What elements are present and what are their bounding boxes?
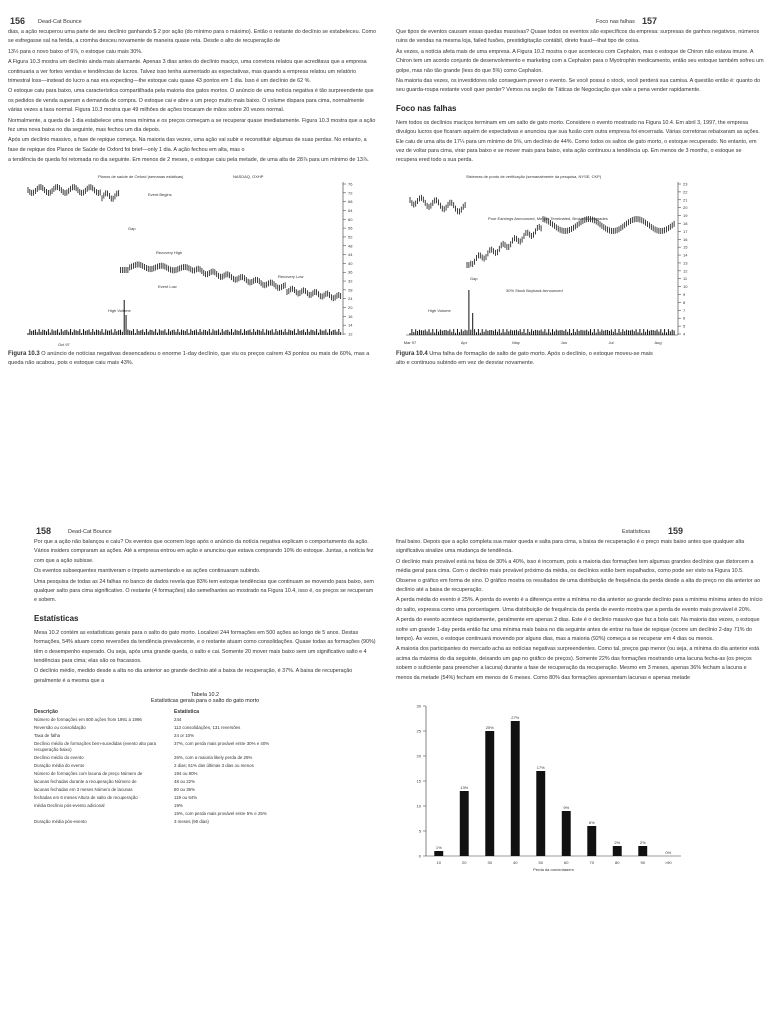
annotation-label: 30% Stock Buyback Announced xyxy=(506,287,563,293)
bar xyxy=(536,771,545,856)
table-cell: média Declínio pós-evento adicional xyxy=(34,803,105,809)
x-tick-label: 30 xyxy=(487,860,492,866)
running-title: Dead-Cat Bounce xyxy=(38,19,82,25)
x-tick-label: Jun xyxy=(560,339,568,345)
body-text-2 xyxy=(396,119,764,166)
y-tick-label: 20 xyxy=(348,304,353,310)
table-row xyxy=(34,754,376,762)
table-cell: lacunas fechadas em 3 meses Número de lacunas xyxy=(34,787,133,793)
ckp-chart xyxy=(396,170,696,350)
paragraph: final baixo. Depois que a ação completa sua maior queda e salta para cima, a baixa de recuperação é o preço mais baixo antes que qualquer alta significativa sinalize uma mudança de tendência. xyxy=(396,539,745,555)
y-tick-label: 36 xyxy=(348,269,353,275)
y-tick-label: 19 xyxy=(683,212,688,218)
table-cell: Declínio médio de formações bem-sucedidas (evento alto para recuperação baixo) xyxy=(34,741,157,753)
paragraph: A Figura 10.3 mostra um declínio ainda mais alarmante. Apenas 3 dias antes do declínio maciço, uma corretora relatou que acreditava que a empresa continuaria a ver fortes vendas e tendências de lucros. Talvez isso tenha aumentado as expectativas, mas quando a empresa relatou um relatório trimestral loss—instead do lucro a nas era expecting—the estoque caiu quase 43 pontos em 1 dia. Isso é um declínio de 62 %. xyxy=(8,59,367,85)
y-tick-label: 12 xyxy=(348,331,353,337)
page-header xyxy=(396,6,764,28)
page-header xyxy=(8,516,376,538)
x-tick-label: Aug xyxy=(654,339,662,345)
y-tick-label: 20 xyxy=(416,753,421,759)
x-tick-label: 60 xyxy=(564,860,569,866)
y-tick-label: 13 xyxy=(683,260,688,266)
y-tick-label: 12 xyxy=(683,268,688,274)
caption-label: Figura 10.4 xyxy=(396,350,428,357)
column-header: Descrição xyxy=(34,709,58,716)
data-label: 17% xyxy=(536,765,545,771)
y-tick-label: 6 xyxy=(683,315,686,321)
annotation-label: Gap xyxy=(470,275,478,281)
x-tick-label: 50 xyxy=(538,860,543,866)
paragraph: Os eventos subsequentes mantiveram o ímpeto aumentando e as ações continuaram subindo. xyxy=(34,568,261,575)
paragraph: Uma pesquisa de todas as 24 falhas no banco de dados revela que 83% tem estoque tendências que continuam se movendo para baixo, sem qualquer salto para cima significativo. O restante (4 formações) são semelhantes ao mostrado na Figura 10.4, isso é, os preços se recuperam e sobem. xyxy=(34,578,374,604)
figure-caption xyxy=(396,350,656,368)
x-tick-label: 70 xyxy=(589,860,594,866)
paragraph: O declínio médio, medido desde a alta no dia anterior ao grande declínio até a baixa de recuperação, é 37%. A baixa de recuperação geralmente é a mesma que a xyxy=(34,668,353,684)
bar xyxy=(638,846,647,856)
table-cell: Número de formações em 500 ações from 1991 a 1996 xyxy=(34,717,142,723)
table-header-row xyxy=(34,708,376,716)
data-label: 9% xyxy=(563,805,570,811)
table-cell: Taxa de falha xyxy=(34,733,61,739)
table-title: Tabela 10.2 xyxy=(191,692,219,699)
y-tick-label: 8 xyxy=(683,299,686,305)
paragraph: Após um declínio massivo, a fase de repique começa. Na maioria das vezes, uma ação vai subir e reconstituir algumas de suas perdas. No entanto, a fase de repique dos Planos de Saúde de Oxford foi brief—only 1 dia. A ação fechou em alta, mas o xyxy=(8,137,367,153)
table-cell: 119 ou 54% xyxy=(174,795,198,801)
body-text xyxy=(396,28,764,96)
table-cell: Duração média do evento xyxy=(34,763,85,769)
y-tick-label: 15 xyxy=(416,778,421,784)
table-row xyxy=(34,724,376,732)
y-tick-label: 76 xyxy=(348,181,353,187)
table-cell: Declínio médio do evento xyxy=(34,755,84,761)
annotation-label: Gap xyxy=(128,225,136,231)
page-header xyxy=(8,6,376,28)
table-cell: 3 meses (90 dias) xyxy=(174,819,209,825)
stats-table xyxy=(34,708,376,826)
paragraph: O estoque caiu para baixo, uma característica compartilhada pela maioria dos gatos mortos. O anúncio de uma notícia negativa é tão surpreendente que os pedidos de venda superam a demanda de compra. O estoque cai e abre a um preço muito mais baixo. O volume dispara para cima, normalmente várias vezes a taxa normal. Figura 10.3 mostra que 49 milhões de ações trocaram de mãos sobre 20 vezes normal. xyxy=(8,88,374,114)
data-label: 2% xyxy=(614,840,621,846)
paragraph: A maioria dos participantes do mercado acha as notícias negativas surpreendentes. Como tal, preços gap menor (ou seja, a mínima do dia anterior está acima da máxima do dia seguinte, deixando um gap no gráfico de preços). Somente 22% das formações mostrando uma lacuna fecha-as (os preços sobem o suficiente para preencher a lacuna) durante a fase de recuperação da recuperação. Mesmo em 3 meses, apenas 36% fecham a lacuna e menos da metade (54%) fecham em menos de 6 meses. Como 80% das formações apresentam lacunas e apenas metade xyxy=(396,646,760,681)
y-tick-label: 56 xyxy=(348,225,353,231)
paragraph: dias, a ação recuperou uma parte de seu declínio ganhando $ 2 por ação (do mínimo para o máximo). Então o restante do declínio se estabeleceu. Como se esfregasse sal na ferida, a cromha desceu novamente de maneira quase reta. Desde o alto de recuperação de xyxy=(8,29,376,45)
section-heading: Foco nas falhas xyxy=(396,103,457,113)
table-cell: lacunas fechadas durante a recuperação Número de xyxy=(34,779,137,785)
annotation-label: Recovery Low xyxy=(278,273,304,279)
x-tick-label: Mar 97 xyxy=(403,339,417,345)
frequency-bar-chart xyxy=(396,691,696,871)
bar xyxy=(434,851,443,856)
table-cell: 19% xyxy=(174,803,183,809)
x-axis-label: Oct 97 xyxy=(58,341,70,347)
y-tick-label: 28 xyxy=(348,287,353,293)
paragraph: Nem todos os declínios maciços terminam em um salto de gato morto. Considere o evento mostrado na Figura 10.4. Em abril 3, 1997, the empresa divulgou lucros que ficaram aquém de expectativas e anunciou que sua fusão com outra empresa foi encerrada. Várias corretoras rebaixaram as ações. Ele caiu de uma alta de 17¼ para um mínimo de 9⅝, um declínio de 44%. Como todos os saltos de gato morto, o estoque recuperado. No entanto, em vez de voltar para cima, virar para baixo e se mover mais para baixo, esta ação continuou a tendência up. Em menos de 3 months, o estoque se recupera ered todo a sua perda. xyxy=(396,119,760,164)
table-row xyxy=(34,818,376,826)
caption-label: Figura 10.3 xyxy=(8,350,40,357)
table-row xyxy=(34,778,376,786)
y-tick-label: 25 xyxy=(416,728,421,734)
data-label: 0% xyxy=(665,850,672,856)
y-tick-label: 5 xyxy=(683,323,686,329)
y-tick-label: 52 xyxy=(348,234,353,240)
bar xyxy=(460,791,469,856)
table-subtitle: Estatísticas gerais para o salto do gato morto xyxy=(150,698,260,705)
paragraph: A perda do evento acontece rapidamente, geralmente em apenas 2 dias. Este é o declínio massivo que faz a bola cair. Na maioria das vezes, o estoque sofre um grande 1-day perda então faz uma mínima mais baixa no dia seguinte antes de entrar na fase de repique (ocorre um declínio 2-day 71% do tempo). Às vezes, o estoque continuará movendo por alguns dias, mas a maioria (92%) começa a se recuperar em 4 dias ou menos. xyxy=(396,617,760,643)
table-cell: 24 or 10% xyxy=(174,733,195,739)
paragraph: O declínio mais provável está na faixa de 30% a 40%, isso é incomum, pois a maioria das formações tem algumas grandes declínios que distorcem a média geral para cima. Com o declínio mais provável próximo da média, os declínios estão bem espalhados, como pode ser visto na Figura 10.5. Observe o gráfico em forma de sino. O gráfico mostra os resultados de uma distribuição de frequência da perda desde a alta do preço no dia anterior ao declínio até a baixa de recuperação. xyxy=(396,558,761,594)
bar xyxy=(511,721,520,856)
table-cell: fechadas em 6 meses Altura de salto de recuperação xyxy=(34,795,138,801)
data-label: 6% xyxy=(588,820,595,826)
table-row xyxy=(34,794,376,802)
table-cell: 26%, com a maioria likely perda de 25% xyxy=(174,755,253,761)
table-row xyxy=(34,786,376,794)
y-tick-label: 14 xyxy=(348,322,353,328)
y-tick-label: 10 xyxy=(683,284,688,290)
x-tick-label: >90 xyxy=(664,860,672,866)
body-text xyxy=(396,538,764,683)
paragraph: Que tipos de eventos causam essas quedas massivas? Quase todos os eventos são específicos da empresa: surpresas de ganhos negativos, números ruins de vendas na mesma loja, failed fusões, prestidigitação contábil, direto fraud—that tipo de coisa. xyxy=(396,29,760,45)
annotation-label: Recovery High xyxy=(156,249,183,255)
table-cell: 15%, com perda mais provável entre 5% e 25% xyxy=(174,811,267,817)
oxhp-chart xyxy=(8,170,360,350)
paragraph: Normalmente, a queda de 1 dia estabelece uma nova mínima e os preços começam a se recuperar quase imediatamente. Figura 10.3 mostra que a ação fez uma nova baixa no dia seguinte, mas fechou um dia depois. xyxy=(8,117,376,134)
section-heading: Estatísticas xyxy=(34,613,79,623)
page-number: 159 xyxy=(668,526,684,536)
table-row xyxy=(34,740,376,754)
x-tick-label: 10 xyxy=(436,860,441,866)
body-text xyxy=(8,28,376,166)
data-label: 2% xyxy=(639,840,646,846)
y-tick-label: 7 xyxy=(683,307,686,313)
y-tick-label: 18 xyxy=(683,220,688,226)
table-row xyxy=(34,716,376,724)
annotation-label: Event Begins xyxy=(148,191,172,197)
y-tick-label: 64 xyxy=(348,207,353,213)
x-tick-label: 40 xyxy=(513,860,518,866)
y-tick-label: 72 xyxy=(348,190,353,196)
annotation-label: High Volume xyxy=(428,307,451,313)
bar xyxy=(613,846,622,856)
table-cell: Número de formações com lacuna de preço Número de xyxy=(34,771,143,777)
caption-text: O anúncio de notícias negativas desencadeou o enorme 1-day declínio, que viu os preços caírem 43 pontos ou mais de 60%, mas a queda não acabou, pois o estoque caiu mais 43%. xyxy=(8,350,370,366)
annotation-label: High Volume xyxy=(108,307,131,313)
table-row xyxy=(34,762,376,770)
figure-10-5 xyxy=(396,691,764,871)
body-text xyxy=(34,538,376,606)
y-tick-label: 60 xyxy=(348,216,353,222)
table-row xyxy=(34,810,376,818)
bar xyxy=(587,826,596,856)
chart-title: Planos de saúde de Oxford (semanas estáticas) xyxy=(98,173,184,179)
y-tick-label: 14 xyxy=(683,252,688,258)
y-tick-label: 0 xyxy=(418,853,421,859)
x-tick-label: Apr xyxy=(460,339,468,345)
y-tick-label: 24 xyxy=(348,295,353,301)
paragraph: Na maioria das vezes, os investidores não conseguem prever o evento. Se você possui o stock, você perderá sua camisa. A questão então é: quanto do seu guarda-roupa restante você quer perder? Vemos na seção de Táticas de Negociação que vale a pena vender rapidamente. xyxy=(396,78,761,94)
paragraph: A perda média do evento é 25%. A perda do evento é a diferença entre a mínima no dia anterior ao grande declínio para a mínima mínima antes do início do salto, expressa como uma porcentagem. Uma distribuição de frequência da perda de evento mostra que a perda de evento mais provável é 20%. xyxy=(396,597,763,613)
bar xyxy=(562,811,571,856)
paragraph: Às vezes, a notícia afeta mais de uma empresa. A Figura 10.2 mostra o que aconteceu com Cephalon, mas o estoque de Chiron não estava imune. A Chiron tem um acordo conjunto de desenvolvimento e marketing com a Cephalon para o Myotrophin medicamento, então seu estoque também sofreu um golpe, mas não tão grande (less do que 5%) como Cephalon. xyxy=(396,48,764,74)
running-title: Estatísticas xyxy=(622,529,651,535)
table-cell: 37%, com perda mais provável entre 30% e 40% xyxy=(174,741,270,747)
page-number: 158 xyxy=(36,526,52,536)
y-tick-label: 21 xyxy=(683,197,688,203)
page-158 xyxy=(8,516,376,1026)
x-tick-label: 80 xyxy=(615,860,620,866)
x-tick-label: Jul xyxy=(608,339,614,345)
table-row xyxy=(34,802,376,810)
y-tick-label: 16 xyxy=(348,313,353,319)
running-title: Dead-Cat Bounce xyxy=(68,529,112,535)
table-cell: Reversão ou consolidação xyxy=(34,725,86,731)
page-156 xyxy=(8,6,376,516)
y-tick-label: 32 xyxy=(348,278,353,284)
y-tick-label: 20 xyxy=(683,205,688,211)
page-157 xyxy=(396,6,764,516)
data-label: 1% xyxy=(435,845,442,851)
column-header: Estatística xyxy=(174,709,200,716)
paragraph: a tendência de queda foi retomada no dia seguinte. Em menos de 2 meses, o estoque caiu pela metade, de uma alta de 28⅞ para um mínimo de 13⅞. xyxy=(8,157,369,164)
table-row xyxy=(34,732,376,740)
y-tick-label: 48 xyxy=(348,242,353,248)
y-tick-label: 23 xyxy=(683,181,688,187)
paragraph: 13½ para o novo baixo of 9⅞, o estoque caiu mais 30%. xyxy=(8,48,143,55)
table-cell: 194 ou 80% xyxy=(174,771,198,777)
page-number: 156 xyxy=(10,16,26,26)
y-tick-label: 17 xyxy=(683,228,688,234)
y-tick-label: 11 xyxy=(683,276,688,282)
y-tick-label: 30 xyxy=(416,703,421,709)
chart-title: Sistemas de ponto de verificação (semanalmente da pesquisa, NYSE, CKP) xyxy=(466,173,602,179)
x-tick-label: 90 xyxy=(640,860,645,866)
table-cell: Duração média pós-evento xyxy=(34,819,87,825)
annotation-label: Poor Earnings Announced, Merger Terminated, Broker Downgrades xyxy=(488,215,608,221)
y-tick-label: 40 xyxy=(348,260,353,266)
body-text-2 xyxy=(34,629,376,686)
figure-10-4 xyxy=(396,170,764,350)
table-cell: 113 consolidações, 131 reversões xyxy=(174,725,241,731)
data-label: 25% xyxy=(485,725,494,731)
x-tick-label: 20 xyxy=(462,860,467,866)
table-cell: 244 xyxy=(174,717,182,723)
y-tick-label: 22 xyxy=(683,189,688,195)
page-number: 157 xyxy=(642,16,658,26)
caption-text: Uma falha de formação de salto de gato morto. Após o declínio, o estoque moveu-se mais alto e continuou subindo em vez de desviar novamente. xyxy=(396,350,653,366)
bar xyxy=(485,731,494,856)
table-cell: 48 ou 22% xyxy=(174,779,195,785)
y-tick-label: 44 xyxy=(348,251,353,257)
y-tick-label: 68 xyxy=(348,198,353,204)
chart-ticker: NASDAQ, OXHP xyxy=(233,173,264,179)
table-row xyxy=(34,770,376,778)
y-tick-label: 15 xyxy=(683,244,688,250)
page-header xyxy=(396,516,764,538)
x-tick-label: May xyxy=(512,339,520,345)
running-title: Foco nas falhas xyxy=(596,19,635,25)
table-cell: 2 dias; 61% das últimas 3 dias ou menos xyxy=(174,763,254,769)
y-tick-label: 4 xyxy=(683,331,686,337)
paragraph: Por que a ação não balançou e caiu? Os eventos que ocorrem logo após o anúncio da notícia negativa explicam o comportamento da ação. Vários insiders compraram as ações. Até a empresa entrou em ação e anunciou que estava comprando 10% do estoque. Juntas, a notícia fez com que a ação subisse. xyxy=(34,539,374,564)
data-label: 13% xyxy=(460,785,469,791)
figure-caption xyxy=(8,350,376,368)
annotation-label: Event Low xyxy=(158,283,177,289)
table-cell xyxy=(34,810,174,818)
y-tick-label: 9 xyxy=(683,291,686,297)
table-cell: 80 ou 36% xyxy=(174,787,195,793)
y-tick-label: 16 xyxy=(683,236,688,242)
page-159 xyxy=(396,516,764,1026)
y-tick-label: 5 xyxy=(418,828,421,834)
paragraph: Mesa 10.2 contém as estatísticas gerais para o salto do gato morto. Localizei 244 formações em 500 ações ao longo de 5 anos. Destas formações, 54% atuam como reversões da tendência prevalecente, e o restante atuam como consolidações. Quase todas as formações (90%) têm o desempenho esperado. Ou seja, após uma grande queda, o salto e cai. Somente 20 mover mais baixo sem um significativo salto e 4 tendências para cima; elas são os fracassos. xyxy=(34,629,376,665)
x-axis-label: Perda da porcentagem xyxy=(533,867,574,872)
y-tick-label: 10 xyxy=(416,803,421,809)
figure-10-3 xyxy=(8,170,376,350)
data-label: 27% xyxy=(511,715,520,721)
